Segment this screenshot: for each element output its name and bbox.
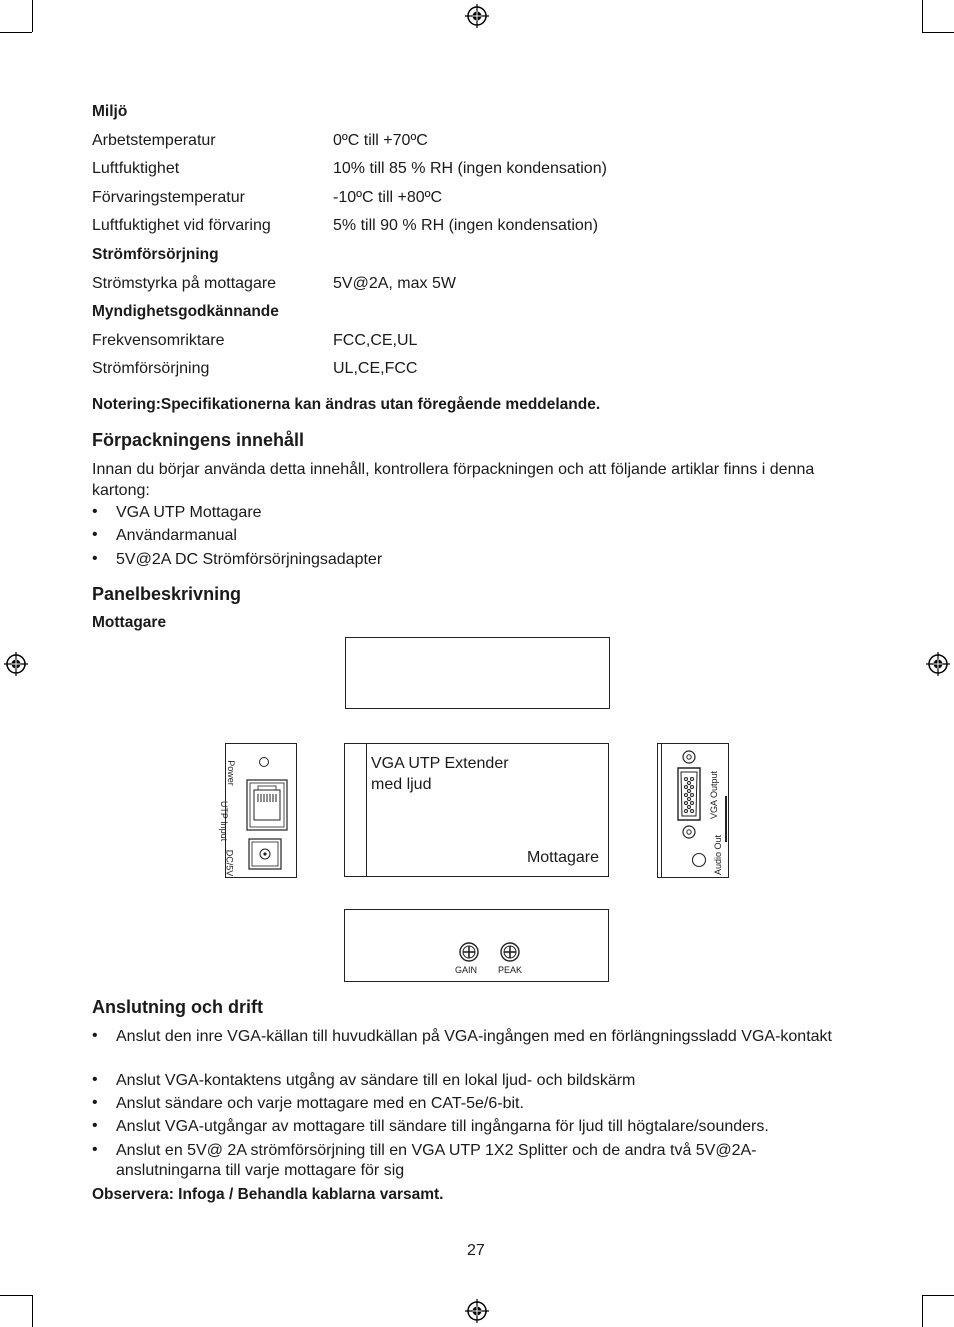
- list-item: VGA UTP Mottagare: [116, 504, 262, 521]
- panel-subtitle: Mottagare: [92, 614, 167, 631]
- right-panel-diagram: [657, 743, 729, 878]
- left-panel-diagram: [219, 743, 297, 878]
- list-item: 5V@2A DC Strömförsörjningsadapter: [116, 551, 383, 568]
- front-panel-line2: med ljud: [371, 776, 432, 793]
- spec-value: 0ºC till +70ºC: [333, 132, 428, 149]
- spec-label: Strömstyrka på mottagare: [92, 275, 277, 292]
- list-item: Anslut en 5V@ 2A strömförsörjning till en VGA UTP 1X2 Splitter och de andra två 5V@2A-anslutningarna till varje mottagare för sig: [116, 1142, 757, 1179]
- utp-input-label: UTP Input: [219, 800, 230, 842]
- front-panel-diagram: [344, 743, 609, 877]
- vga-output-port-icon: [672, 748, 706, 844]
- right-panel-edge: [661, 744, 662, 877]
- list-item: Anslut sändare och varje mottagare med en CAT-5e/6-bit.: [116, 1095, 524, 1112]
- list-item: Användarmanual: [116, 527, 237, 544]
- registration-mark-icon: [465, 1299, 489, 1323]
- left-panel-ports-icon: [244, 752, 296, 876]
- power-heading: Strömförsörjning: [92, 246, 219, 263]
- gain-label: GAIN: [455, 965, 478, 975]
- spec-label: Förvaringstemperatur: [92, 189, 245, 206]
- crop-mark: [922, 1295, 954, 1296]
- gain-knob-icon: [458, 941, 480, 963]
- spec-label: Luftfuktighet vid förvaring: [92, 217, 271, 234]
- registration-mark-icon: [4, 652, 28, 676]
- list-item: Anslut VGA-utgångar av mottagare till sändare till ingångarna för ljud till högtalare/sounders.: [116, 1118, 769, 1135]
- bullet: •: [92, 526, 98, 543]
- crop-mark: [32, 1295, 33, 1327]
- crop-mark: [0, 32, 32, 33]
- spec-label: Luftfuktighet: [92, 160, 180, 177]
- package-intro: Innan du börjar använda detta innehåll, kontrollera förpackningen och att följande artiklar finns i denna kartong:: [92, 461, 815, 499]
- spec-label: Strömförsörjning: [92, 360, 210, 377]
- bullet: •: [92, 503, 98, 520]
- front-panel-line1: VGA UTP Extender: [371, 755, 509, 772]
- list-item: Anslut VGA-kontaktens utgång av sändare till en lokal ljud- och bildskärm: [116, 1072, 636, 1089]
- env-heading: Miljö: [92, 103, 128, 120]
- peak-knob-icon: [499, 941, 521, 963]
- vga-bracket: [725, 796, 727, 842]
- peak-label: PEAK: [498, 965, 523, 975]
- vga-output-label: VGA Output: [709, 770, 720, 820]
- handling-notice: Observera: Infoga / Behandla kablarna varsamt.: [92, 1186, 444, 1203]
- audio-out-port-icon: [691, 852, 707, 868]
- registration-mark-icon: [465, 4, 489, 28]
- bullet: •: [92, 1027, 98, 1044]
- bullet: •: [92, 1094, 98, 1111]
- bullet: •: [92, 550, 98, 567]
- spec-label: Arbetstemperatur: [92, 132, 216, 149]
- page-number: 27: [467, 1242, 485, 1259]
- spec-value: 10% till 85 % RH (ingen kondensation): [333, 160, 607, 177]
- spec-value: 5V@2A, max 5W: [333, 275, 456, 292]
- bullet: •: [92, 1117, 98, 1134]
- bullet: •: [92, 1071, 98, 1088]
- front-panel-divider: [366, 744, 367, 876]
- list-item: Anslut den inre VGA-källan till huvudkällan på VGA-ingången med en förlängningssladd VGA-kontakt: [116, 1028, 832, 1045]
- bottom-view-diagram: [344, 909, 609, 982]
- crop-mark: [922, 32, 954, 33]
- crop-mark: [922, 1295, 923, 1327]
- crop-mark: [922, 0, 923, 32]
- front-panel-corner-label: Mottagare: [526, 849, 599, 866]
- crop-mark: [0, 1295, 32, 1296]
- registration-mark-icon: [926, 652, 950, 676]
- spec-value: FCC,CE,UL: [333, 332, 418, 349]
- spec-value: -10ºC till +80ºC: [333, 189, 443, 206]
- approvals-heading: Myndighetsgodkännande: [92, 303, 279, 320]
- spec-value: 5% till 90 % RH (ingen kondensation): [333, 217, 599, 234]
- top-view-diagram: [345, 637, 610, 709]
- crop-mark: [32, 0, 33, 32]
- power-label: Power: [225, 760, 236, 786]
- audio-out-label: Audio Out: [713, 834, 724, 876]
- bullet: •: [92, 1141, 98, 1158]
- dc-label: DC/5V: [224, 849, 235, 877]
- package-title: Förpackningens innehåll: [92, 430, 305, 450]
- spec-note: Notering:Specifikationerna kan ändras utan föregående meddelande.: [92, 396, 601, 413]
- panel-title: Panelbeskrivning: [92, 584, 242, 604]
- spec-label: Frekvensomriktare: [92, 332, 225, 349]
- operation-title: Anslutning och drift: [92, 997, 263, 1017]
- spec-value: UL,CE,FCC: [333, 360, 418, 377]
